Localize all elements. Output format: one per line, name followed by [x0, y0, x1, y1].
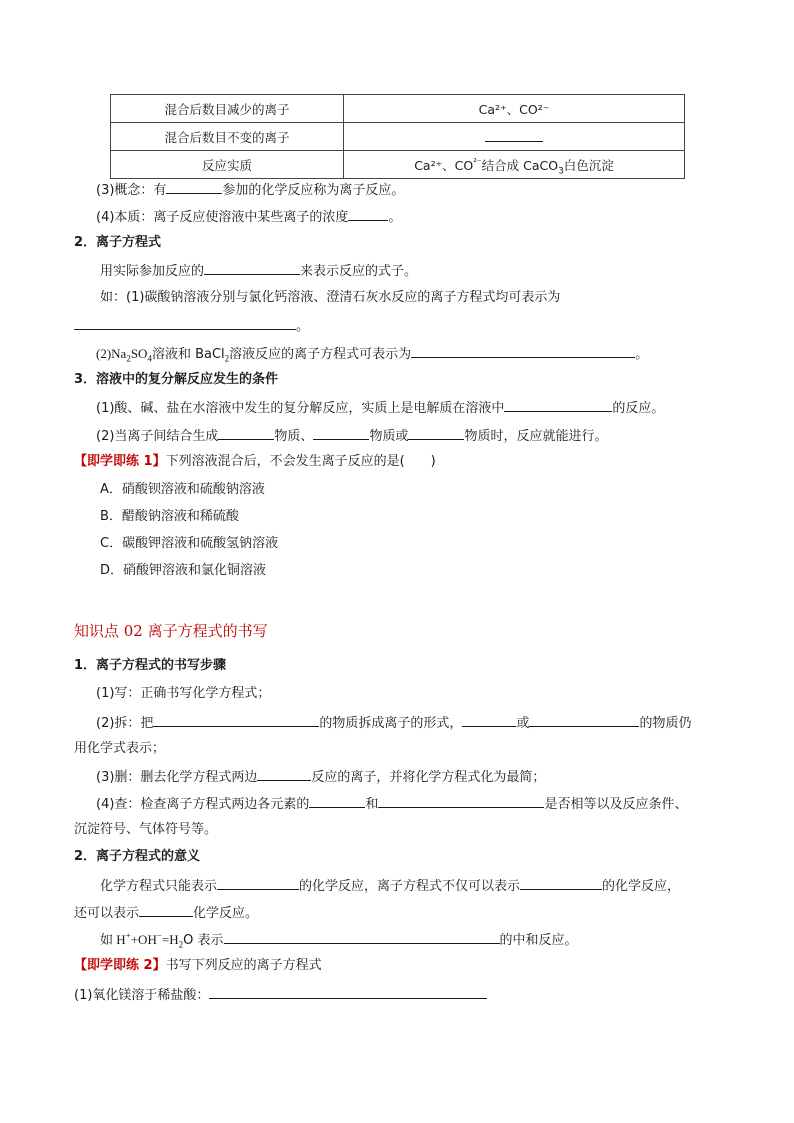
table-cell-label: 混合后数目不变的离子 [111, 123, 344, 151]
answer-blank[interactable] [217, 876, 299, 890]
step-2-continued: 用化学式表示； [74, 741, 166, 756]
step-3: (3)删：删去化学方程式两边 反应的离子，并将化学方程式化为最简； [96, 767, 545, 787]
answer-blank[interactable] [166, 180, 222, 194]
answer-blank[interactable] [408, 426, 464, 440]
practice-2: 【即学即练 2】书写下列反应的离子方程式 [74, 958, 322, 973]
practice-1: 【即学即练 1】下列溶液混合后，不会发生离子反应的是( ) [74, 454, 436, 469]
example-1-line: 如：(1)碳酸钠溶液分别与氯化钙溶液、澄清石灰水反应的离子方程式均可表示为 [100, 290, 561, 305]
knowledge-point-heading: 知识点 02 离子方程式的书写 [74, 622, 268, 640]
section-title: 2．离子方程式的意义 [74, 849, 201, 864]
answer-blank[interactable] [520, 876, 602, 890]
essence-line: (4)本质：离子反应使溶液中某些离子的浓度 。 [96, 207, 401, 227]
option-d[interactable]: D．硝酸钾溶液和氯化铜溶液 [100, 563, 267, 578]
answer-blank[interactable] [74, 316, 296, 330]
example-1-answer: 。 [74, 316, 309, 336]
meaning-line-2: 如 $H^++OH^-=H_2O$ 表示 的中和反应。 [100, 930, 578, 950]
step-4-continued: 沉淀符号、气体符号等。 [74, 822, 218, 837]
table-row [111, 95, 685, 123]
answer-blank[interactable] [504, 398, 612, 412]
answer-blank[interactable] [529, 713, 639, 727]
table-cell-label: 混合后数目减少的离子 [111, 95, 344, 123]
answer-blank[interactable] [348, 207, 388, 221]
answer-blank[interactable] [257, 767, 311, 781]
answer-blank[interactable] [218, 426, 274, 440]
meaning-line-1: 化学方程式只能表示 的化学反应，离子方程式不仅可以表示 的化学反应， [100, 876, 680, 896]
table-cell-value: Ca²⁺、$CO^{^{2-}}$结合成 CaCO$_3$白色沉淀 [344, 151, 685, 179]
option-a[interactable]: A．硝酸钡溶液和硫酸钠溶液 [100, 482, 265, 497]
answer-blank[interactable] [309, 794, 365, 808]
option-c[interactable]: C．碳酸钾溶液和硫酸氢钠溶液 [100, 536, 279, 551]
table-cell-value [344, 123, 685, 151]
option-b[interactable]: B．醋酸钠溶液和稀硫酸 [100, 509, 239, 524]
table-row [111, 123, 685, 151]
step-4: (4)查：检查离子方程式两边各元素的 和 是否相等以及反应条件、 [96, 794, 687, 814]
answer-blank[interactable] [224, 930, 500, 944]
step-1: (1)写：正确书写化学方程式； [96, 686, 271, 701]
table-cell-label: 反应实质 [111, 151, 344, 179]
table-row [111, 151, 685, 179]
answer-blank[interactable] [462, 713, 516, 727]
meaning-line-1-continued: 还可以表示 化学反应。 [74, 903, 258, 923]
answer-blank[interactable] [411, 344, 635, 358]
ion-table [110, 94, 685, 179]
step-2: (2)拆：把 的物质拆成离子的形式， 或 的物质仍 [96, 713, 691, 733]
definition-line: 用实际参加反应的 来表示反应的式子。 [100, 261, 417, 281]
section-title: 3．溶液中的复分解反应发生的条件 [74, 372, 279, 387]
concept-line: (3)概念：有 参加的化学反应称为离子反应。 [96, 180, 404, 200]
table-cell-value: Ca²⁺、CO²⁻ [344, 95, 685, 123]
section-title: 2．离子方程式 [74, 235, 162, 250]
answer-blank[interactable] [204, 261, 300, 275]
section-title: 1．离子方程式的书写步骤 [74, 658, 227, 673]
condition-line-1: (1)酸、碱、盐在水溶液中发生的复分解反应，实质上是电解质在溶液中 的反应。 [96, 398, 664, 418]
answer-blank[interactable] [378, 794, 544, 808]
answer-blank[interactable] [209, 985, 487, 999]
answer-blank[interactable] [139, 903, 193, 917]
practice-2-item-1: (1)氧化镁溶于稀盐酸： [74, 985, 487, 1005]
answer-blank[interactable] [485, 128, 543, 142]
condition-line-2: (2)当离子间结合生成 物质、 物质或 物质时，反应就能进行。 [96, 426, 607, 446]
example-2-line: $(2)Na_2SO_4$溶液和 BaCl$_2$溶液反应的离子方程式可表示为 。 [96, 346, 649, 364]
answer-blank[interactable] [313, 426, 369, 440]
answer-blank[interactable] [153, 713, 319, 727]
